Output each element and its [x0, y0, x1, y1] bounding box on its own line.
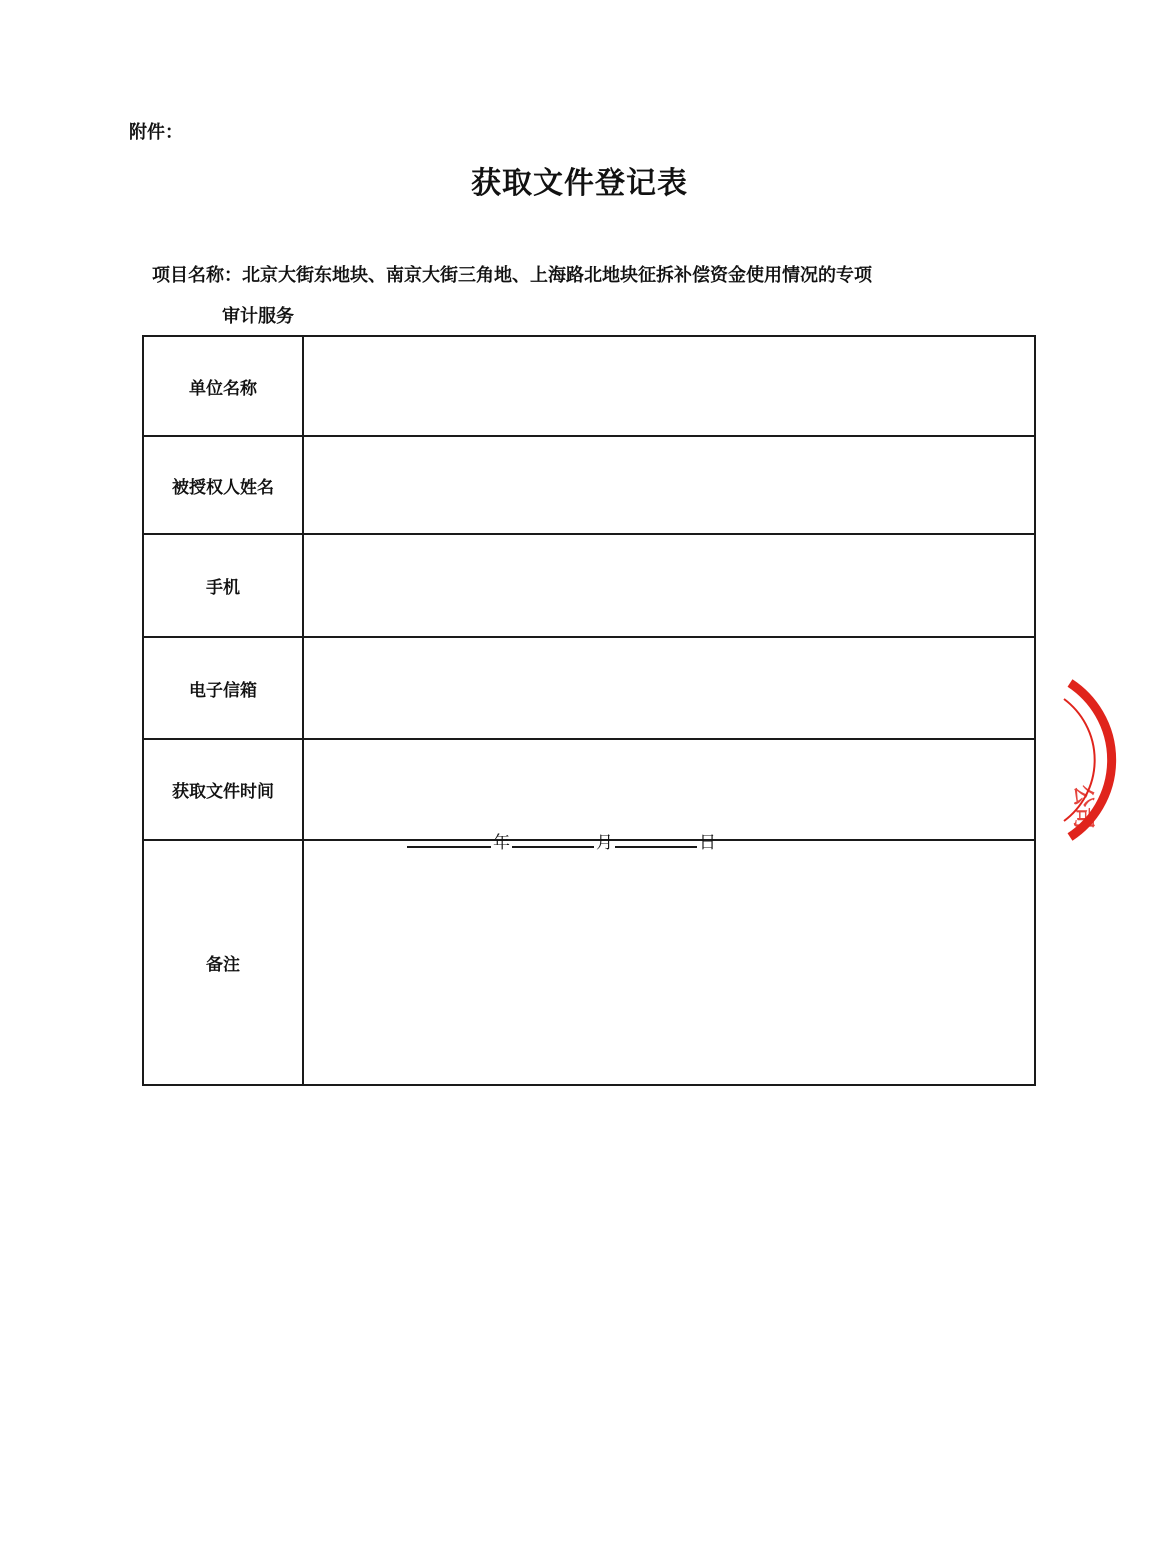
year-blank[interactable] — [407, 832, 491, 848]
email-field[interactable] — [303, 637, 1035, 739]
row-label-remarks: 备注 — [143, 840, 303, 1085]
month-unit: 月 — [596, 832, 613, 853]
project-name-line2: 审计服务 — [222, 306, 294, 327]
table-row — [143, 336, 1035, 436]
unit-name-field[interactable] — [303, 336, 1035, 436]
table-row — [143, 436, 1035, 534]
attachment-label: 附件： — [129, 122, 183, 143]
day-blank[interactable] — [615, 832, 697, 848]
row-label-mobile: 手机 — [143, 534, 303, 637]
row-label-obtain-time: 获取文件时间 — [143, 739, 303, 840]
year-unit: 年 — [493, 832, 510, 853]
registration-table — [142, 335, 1036, 1086]
mobile-field[interactable] — [303, 534, 1035, 637]
authorized-person-field[interactable] — [303, 436, 1035, 534]
row-label-unit-name: 单位名称 — [143, 336, 303, 436]
table-row — [143, 534, 1035, 637]
table-row — [143, 739, 1035, 840]
month-blank[interactable] — [512, 832, 594, 848]
company-seal-stamp — [1010, 665, 1159, 855]
day-unit: 日 — [699, 832, 716, 853]
row-label-authorized-person: 被授权人姓名 — [143, 436, 303, 534]
obtain-time-field — [303, 739, 1035, 853]
form-title: 获取文件登记表 — [471, 166, 688, 201]
table-row — [143, 840, 1035, 1085]
seal-text: 公司 — [1070, 785, 1095, 830]
row-label-email: 电子信箱 — [143, 637, 303, 739]
table-row — [143, 637, 1035, 739]
project-name-line1: 项目名称：北京大街东地块、南京大街三角地、上海路北地块征拆补偿资金使用情况的专项 — [152, 265, 872, 286]
remarks-field[interactable] — [303, 840, 1035, 1085]
